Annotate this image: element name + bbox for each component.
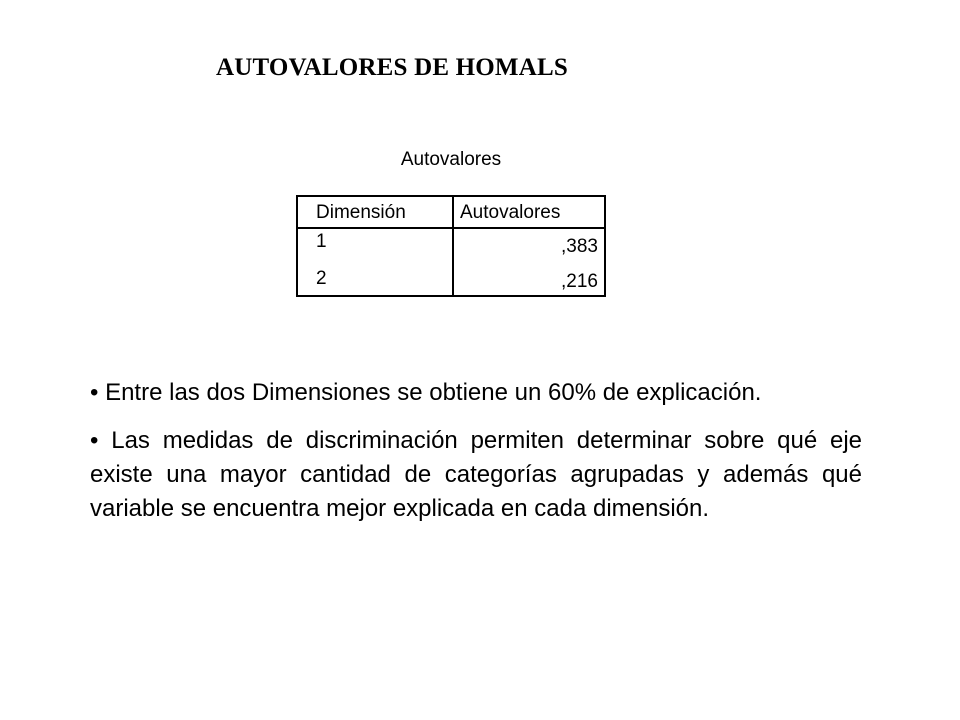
eigenvalues-table	[296, 195, 606, 297]
table-cell-eigenvalue: ,383	[561, 236, 598, 257]
table-cell-eigenvalue: ,216	[561, 271, 598, 292]
table-cell-dimension: 1	[316, 231, 327, 252]
column-header-dimension: Dimensión	[316, 202, 406, 223]
page-title: AUTOVALORES DE HOMALS	[216, 54, 568, 81]
bullet-list	[90, 376, 862, 540]
column-header-eigenvalues: Autovalores	[460, 202, 561, 223]
table-title: Autovalores	[400, 149, 502, 170]
bullet-marker: •	[90, 427, 99, 454]
bullet-item	[90, 376, 862, 410]
bullet-text: Entre las dos Dimensiones se obtiene un 60% de explicación.	[105, 379, 762, 406]
bullet-item	[90, 424, 862, 526]
bullet-marker: •	[90, 379, 99, 406]
table-cell-dimension: 2	[316, 268, 327, 289]
column-divider	[452, 197, 454, 295]
bullet-text: Las medidas de discriminación permiten determinar sobre qué eje existe una mayor cantidad de categorías agrupadas y además qué variable se encuentra mejor explicada en cada dimensión.	[90, 427, 862, 522]
header-divider	[298, 227, 604, 229]
